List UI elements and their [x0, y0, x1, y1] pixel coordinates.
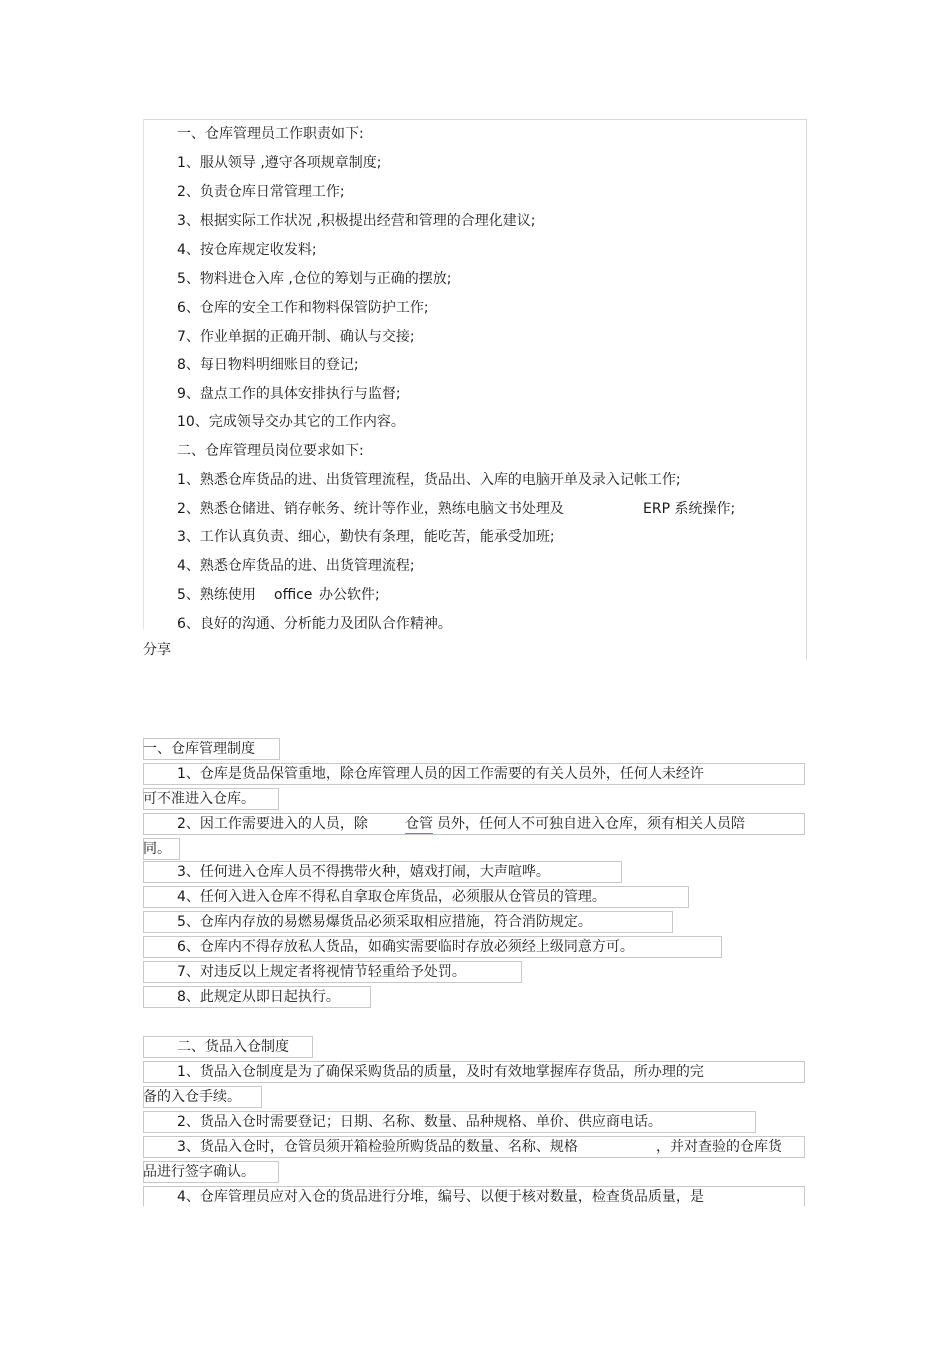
share-link[interactable]: 分享 — [143, 642, 171, 658]
rule-line: 3、任何进入仓库人员不得携带火种，嬉戏打闹，大声喧哗。 — [177, 864, 550, 880]
duty-item: 1、服从领导 ,遵守各项规章制度; — [177, 155, 382, 171]
rule-line: 3、货品入仓时，仓管员须开箱检验所购货品的数量、名称、规格 — [177, 1139, 578, 1155]
requirement-item: 4、熟悉仓库货品的进、出货管理流程; — [177, 558, 415, 574]
requirement-item-tail: 办公软件; — [319, 587, 380, 603]
requirement-item-erp: ERP 系统操作; — [643, 501, 736, 517]
rule-line: 可不准进入仓库。 — [143, 791, 255, 807]
duty-item: 4、按仓库规定收发料; — [177, 242, 317, 258]
duty-item: 3、根据实际工作状况 ,积极提出经营和管理的合理化建议; — [177, 213, 536, 229]
duty-item: 5、物料进仓入库 ,仓位的筹划与正确的摆放; — [177, 271, 452, 287]
rule-line: 2、因工作需要进入的人员，除 — [177, 816, 368, 832]
rule-line: 5、仓库内存放的易燃易爆货品必须采取相应措施，符合消防规定。 — [177, 914, 592, 930]
duty-item: 10、完成领导交办其它的工作内容。 — [177, 414, 405, 430]
duty-item: 8、每日物料明细账目的登记; — [177, 357, 359, 373]
requirement-item: 1、熟悉仓库货品的进、出货管理流程，货品出、入库的电脑开单及录入记帐工作; — [177, 472, 681, 488]
duty-item: 9、盘点工作的具体安排执行与监督; — [177, 386, 401, 402]
rule-line: 品进行签字确认。 — [143, 1164, 255, 1180]
rule-line: 员外，任何人不可独自进入仓库，须有相关人员陪 — [437, 816, 745, 832]
section2-heading: 二、仓库管理员岗位要求如下: — [177, 443, 364, 459]
section3-heading: 一、仓库管理制度 — [143, 741, 255, 757]
content-frame-left-edge — [143, 119, 144, 629]
duty-item: 2、负责仓库日常管理工作; — [177, 184, 345, 200]
rule-line: 8、此规定从即日起执行。 — [177, 989, 340, 1005]
rule-line: 6、仓库内不得存放私人货品，如确实需要临时存放必须经上级同意方可。 — [177, 939, 634, 955]
rule-line-underlined: 仓管 — [405, 816, 433, 832]
rule-line: 4、仓库管理员应对入仓的货品进行分堆，编号、以便于核对数量，检查货品质量，是 — [177, 1189, 704, 1205]
requirement-item: 5、熟练使用 — [177, 587, 256, 603]
rule-line: 1、货品入仓制度是为了确保采购货品的质量，及时有效地掌握库存货品，所办理的完 — [177, 1064, 704, 1080]
requirement-item-office: office — [274, 587, 313, 603]
rule-line: 7、对违反以上规定者将视情节轻重给予处罚。 — [177, 964, 466, 980]
rule-line: 1、仓库是货品保管重地，除仓库管理人员的因工作需要的有关人员外，任何人未经许 — [177, 766, 704, 782]
duty-item: 7、作业单据的正确开制、确认与交接; — [177, 329, 415, 345]
rule-line: 4、任何入进入仓库不得私自拿取仓库货品，必须服从仓管员的管理。 — [177, 889, 606, 905]
rule-line: 2、货品入仓时需要登记；日期、名称、数量、品种规格、单价、供应商电话。 — [177, 1114, 662, 1130]
duty-item: 6、仓库的安全工作和物料保管防护工作; — [177, 300, 429, 316]
requirement-item: 6、良好的沟通、分析能力及团队合作精神。 — [177, 616, 452, 632]
rule-line: 备的入仓手续。 — [143, 1089, 241, 1105]
rule-line: 同。 — [143, 841, 171, 857]
rule-line-tail: ，并对查验的仓库货 — [656, 1139, 782, 1155]
requirement-item: 3、工作认真负责、细心，勤快有条理，能吃苦，能承受加班; — [177, 529, 555, 545]
section4-heading: 二、货品入仓制度 — [177, 1039, 289, 1055]
requirement-item: 2、熟悉仓储进、销存帐务、统计等作业，熟练电脑文书处理及 — [177, 501, 564, 517]
section1-heading: 一、仓库管理员工作职责如下: — [177, 126, 364, 142]
